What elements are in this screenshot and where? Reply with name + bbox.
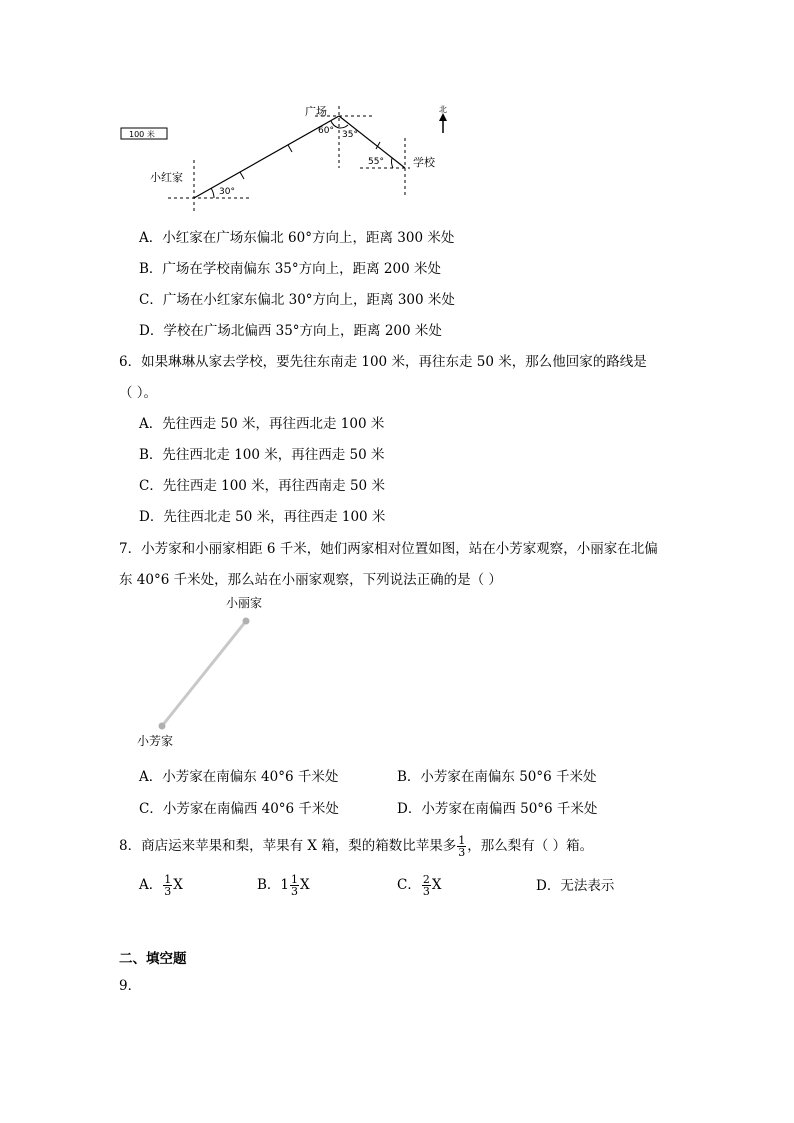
- q8-fraction: $\frac{1}{3}$: [458, 834, 466, 859]
- q8-stem: 8．商店运来苹果和梨，苹果有 X 箱，梨的箱数比苹果多 $\frac{1}{3}$ ，那么梨有（ ）箱。: [119, 834, 594, 859]
- q7-option-c: C．小芳家在南偏西 40°6 千米处: [139, 801, 339, 817]
- q9-number: 9．: [119, 978, 142, 994]
- q8-option-a: A． $\frac{1}{3}$ X: [139, 873, 183, 898]
- q5-route-diagram: [0, 0, 794, 215]
- home-label: 小红家: [150, 171, 183, 184]
- q7-position-diagram: [0, 590, 794, 750]
- plaza-label: 广场: [305, 105, 327, 118]
- q5-option-d: D．学校在广场北偏西 35°方向上，距离 200 米处: [139, 323, 442, 339]
- q8-option-c: C． $\frac{2}{3}$ X: [397, 873, 442, 898]
- q8-option-d: D．无法表示: [536, 878, 615, 894]
- section-heading-fill-blank: 二、填空题: [119, 951, 187, 967]
- q6-option-a: A．先往西走 50 米，再往西北走 100 米: [139, 416, 385, 432]
- q5-option-b: B．广场在学校南偏东 35°方向上，距离 200 米处: [139, 261, 441, 277]
- q5-option-a: A．小红家在广场东偏北 60°方向上，距离 300 米处: [139, 230, 455, 246]
- svg-text:60°: 60°: [318, 126, 334, 136]
- xiaofang-home-point: [159, 723, 166, 730]
- svg-text:30°: 30°: [219, 187, 235, 197]
- xiaofang-home-label: 小芳家: [137, 734, 174, 748]
- xiaoli-home-label: 小丽家: [226, 596, 263, 610]
- q6-option-d: D．先往西北走 50 米，再往西走 100 米: [139, 509, 386, 525]
- q6-stem-line2: （ ）。: [119, 385, 158, 401]
- q7-option-b: B．小芳家在南偏东 50°6 千米处: [397, 769, 597, 785]
- q6-stem-line1: 6．如果琳琳从家去学校，要先往东南走 100 米，再往东走 50 米，那么他回家的路线是: [119, 354, 647, 370]
- q7-stem-line1: 7．小芳家和小丽家相距 6 千米，她们两家相对位置如图，站在小芳家观察，小丽家在北偏: [119, 541, 658, 557]
- q7-option-a: A．小芳家在南偏东 40°6 千米处: [139, 769, 339, 785]
- north-label: 北: [439, 105, 447, 114]
- q6-option-c: C．先往西走 100 米，再往西南走 50 米: [139, 478, 385, 494]
- svg-text:55°: 55°: [368, 157, 384, 167]
- q5-option-c: C．广场在小红家东偏北 30°方向上，距离 300 米处: [139, 292, 455, 308]
- q6-option-b: B．先往西北走 100 米，再往西走 50 米: [139, 447, 385, 463]
- svg-text:35°: 35°: [342, 130, 358, 140]
- xiaoli-home-point: [243, 618, 250, 625]
- line-between-homes: [162, 621, 246, 726]
- scale-label: 100 米: [129, 130, 155, 139]
- q7-option-d: D．小芳家在南偏西 50°6 千米处: [397, 801, 598, 817]
- q8-option-b: B．1 $\frac{1}{3}$ X: [257, 873, 310, 898]
- q7-stem-line2: 东 40°6 千米处，那么站在小丽家观察，下列说法正确的是（ ）: [119, 572, 502, 588]
- school-label: 学校: [413, 156, 435, 169]
